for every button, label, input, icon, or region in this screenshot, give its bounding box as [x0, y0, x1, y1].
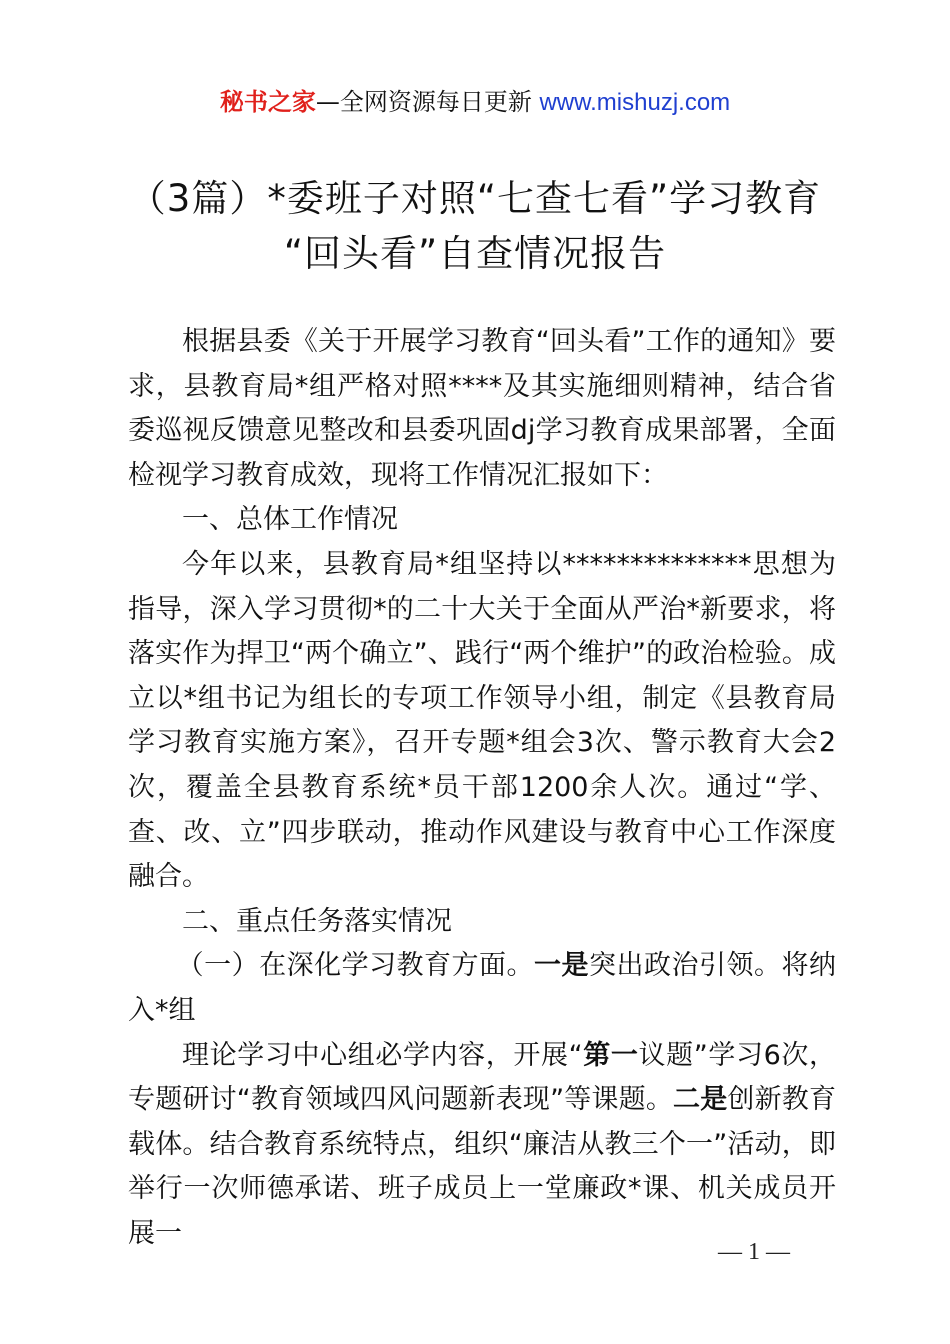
intro-paragraph: 根据县委《关于开展学习教育“回头看”工作的通知》要求，县教育局*组严格对照****及其实施细则精神，结合省委巡视反馈意见整改和县委巩固dj学习教育成果部署，全面检视学习教育成效，现将工作情况汇报如下： [128, 326, 836, 491]
document-title-line-1: （3篇）*委班子对照“七查七看”学习教育 [128, 177, 822, 220]
site-tagline: —全网资源每日更新 [315, 88, 532, 116]
point-one-text: 突出政治引领。将纳入*组 [128, 950, 837, 1026]
study-text-start: 理论学习中心组必学内容，开展“ [182, 1039, 583, 1071]
study-text-middle: 议题”学习6次，专题研讨“教育领域四风问题新表现”等课题。 [128, 1039, 836, 1116]
site-header [0, 84, 950, 121]
section-heading-2: 二、重点任务落实情况 [182, 905, 452, 937]
study-paragraph [128, 1034, 836, 1257]
study-text-end: 创新教育载体。结合教育系统特点，组织“廉洁从教三个一”活动，即举行一次师德承诺、班子成员上一堂廉政*课、机关成员开展一 [128, 1084, 837, 1249]
subsection-heading: （一）在深化学习教育方面。 [176, 950, 535, 982]
site-brand: 秘书之家 [219, 88, 316, 116]
point-one-label: 一是 [534, 950, 590, 982]
document-title-line-2: “回头看”自查情况报告 [283, 232, 667, 275]
document-title [0, 171, 950, 281]
subsection-paragraph-1 [128, 944, 836, 1033]
page-number: — 1 — [718, 1239, 790, 1265]
overview-paragraph: 今年以来，县教育局*组坚持以**************思想为指导，深入学习贯彻*的二十大关于全面从严治*新要求，将落实作为捍卫“两个确立”、践行“两个维护”的政治检验。成立以*组书记为组长的专项工作领导小组，制定《县教育局学习教育实施方案》，召开专题*组会3次、警示教育大会2次，覆盖全县教育系统*员干部1200余人次。通过“学、查、改、立”四步联动，推动作风建设与教育中心工作深度融合。 [128, 548, 836, 893]
document-body [128, 320, 836, 1256]
first-topic-label: 第一 [582, 1039, 639, 1071]
site-url-link[interactable]: www.mishuzj.com [539, 89, 731, 116]
section-heading-1: 一、总体工作情况 [182, 504, 398, 536]
point-two-label: 二是 [673, 1084, 728, 1116]
